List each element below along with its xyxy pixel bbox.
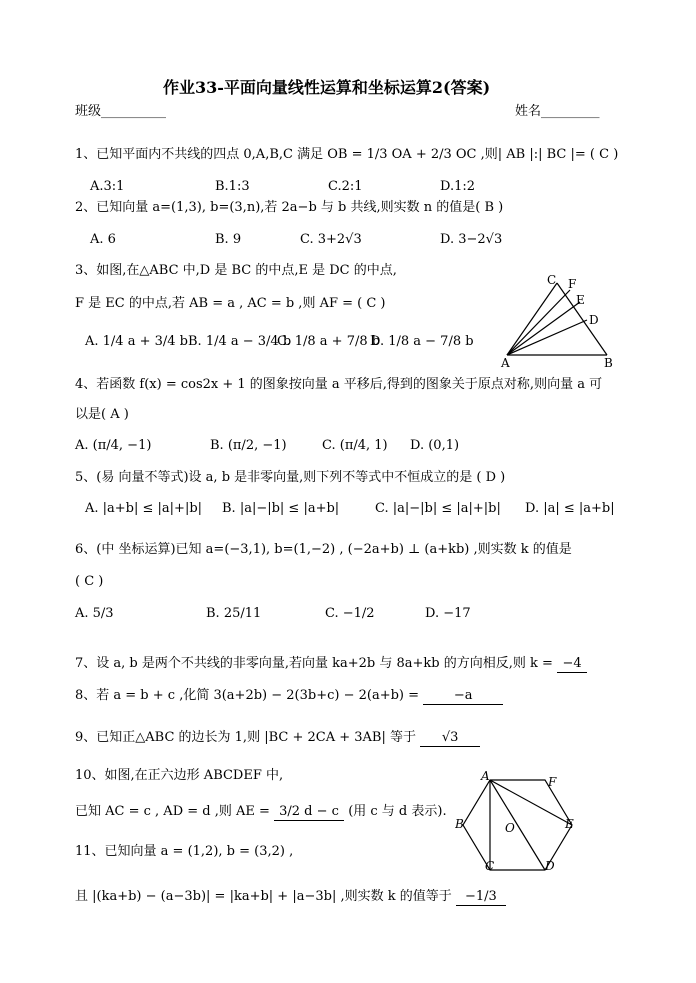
q4-option-d: D. (0,1) bbox=[410, 438, 460, 453]
label-a: A bbox=[501, 356, 510, 370]
q8-line bbox=[75, 688, 503, 705]
hex-label-d: D bbox=[545, 859, 555, 873]
class-field: 班级__________ bbox=[75, 104, 167, 119]
label-b: B bbox=[604, 356, 613, 370]
hexagon-figure bbox=[455, 770, 585, 880]
q6-stem-line1: 6、(中 坐标运算)已知 a=(−3,1), b=(1,−2) , (−2a+b) ⊥ (a+kb) ,则实数 k 的值是 bbox=[75, 542, 572, 557]
q6-option-d: D. −17 bbox=[425, 606, 471, 621]
hex-label-e: E bbox=[565, 817, 574, 831]
q4-option-c: C. (π/4, 1) bbox=[322, 438, 388, 453]
q3-stem-line2: F 是 EC 的中点,若 AB = a , AC = b ,则 AF = ( C ) bbox=[75, 296, 386, 311]
q10-stem-line1: 10、如图,在正六边形 ABCDEF 中, bbox=[75, 768, 284, 783]
hex-label-f: F bbox=[548, 775, 557, 789]
q11-line2 bbox=[75, 889, 506, 906]
q11-stem-line1: 11、已知向量 a = (1,2), b = (3,2) , bbox=[75, 844, 294, 859]
q5-option-d: D. |a| ≤ |a+b| bbox=[525, 501, 615, 516]
q5-option-c: C. |a|−|b| ≤ |a|+|b| bbox=[375, 501, 501, 516]
q7-line bbox=[75, 656, 587, 673]
q3-option-b: B. 1/4 a − 3/4 b bbox=[188, 334, 292, 349]
q1-option-c: C.2:1 bbox=[328, 179, 363, 194]
q7-answer: −4 bbox=[557, 656, 587, 673]
q8-answer: −a bbox=[423, 688, 503, 705]
q1-option-d: D.1:2 bbox=[440, 179, 476, 194]
q1-option-a: A.3:1 bbox=[90, 179, 125, 194]
hex-label-b: B bbox=[455, 817, 464, 831]
q2-stem: 2、已知向量 a=(1,3), b=(3,n),若 2a−b 与 b 共线,则实数 n 的值是( B ) bbox=[75, 200, 504, 215]
q2-option-b: B. 9 bbox=[215, 232, 242, 247]
q2-option-d: D. 3−2√3 bbox=[440, 232, 503, 247]
q2-option-a: A. 6 bbox=[90, 232, 116, 247]
q9-answer: √3 bbox=[420, 730, 480, 747]
q3-option-c: C. 1/8 a + 7/8 b bbox=[277, 334, 381, 349]
q4-option-a: A. (π/4, −1) bbox=[75, 438, 152, 453]
q6-option-b: B. 25/11 bbox=[206, 606, 262, 621]
q3-stem-line1: 3、如图,在△ABC 中,D 是 BC 的中点,E 是 DC 的中点, bbox=[75, 263, 397, 278]
q5-option-b: B. |a|−|b| ≤ |a+b| bbox=[222, 501, 340, 516]
q10-stem-part1: 已知 AC = c , AD = d ,则 AE = bbox=[75, 804, 270, 819]
hex-label-a: A bbox=[481, 770, 490, 783]
q4-option-b: B. (π/2, −1) bbox=[210, 438, 287, 453]
name-field: 姓名_________ bbox=[515, 104, 600, 119]
q10-answer: 3/2 d − c bbox=[274, 804, 344, 821]
label-f: F bbox=[568, 277, 577, 291]
q3-option-a: A. 1/4 a + 3/4 b bbox=[85, 334, 188, 349]
q6-option-c: C. −1/2 bbox=[325, 606, 375, 621]
label-c: C bbox=[547, 273, 557, 287]
page-title: 作业33-平面向量线性运算和坐标运算2(答案) bbox=[163, 78, 491, 97]
hex-label-o: O bbox=[505, 821, 515, 835]
hex-label-c: C bbox=[485, 859, 495, 873]
q11-stem-part: 且 |(ka+b) − (a−3b)| = |ka+b| + |a−3b| ,则实数 k 的值等于 bbox=[75, 889, 452, 904]
q5-option-a: A. |a+b| ≤ |a|+|b| bbox=[85, 501, 203, 516]
q11-answer: −1/3 bbox=[456, 889, 506, 906]
q2-option-c: C. 3+2√3 bbox=[300, 232, 362, 247]
q9-stem: 9、已知正△ABC 的边长为 1,则 |BC + 2CA + 3AB| 等于 bbox=[75, 730, 416, 745]
q8-stem: 8、若 a = b + c ,化简 3(a+2b) − 2(3b+c) − 2(a+b) = bbox=[75, 688, 420, 703]
triangle-figure bbox=[495, 270, 625, 370]
q6-option-a: A. 5/3 bbox=[75, 606, 114, 621]
q10-stem-part2: (用 c 与 d 表示). bbox=[348, 804, 447, 819]
q6-stem-line2: ( C ) bbox=[75, 574, 104, 589]
q1-stem: 1、已知平面内不共线的四点 0,A,B,C 满足 OB = 1/3 OA + 2/3 OC ,则| AB |:| BC |= ( C ) bbox=[75, 147, 619, 162]
q5-stem: 5、(易 向量不等式)设 a, b 是非零向量,则下列不等式中不恒成立的是 ( D ) bbox=[75, 470, 506, 485]
label-e: E bbox=[576, 293, 585, 307]
q10-line2 bbox=[75, 804, 447, 821]
q4-stem-line1: 4、若函数 f(x) = cos2x + 1 的图象按向量 a 平移后,得到的图象关于原点对称,则向量 a 可 bbox=[75, 377, 603, 392]
label-d: D bbox=[589, 313, 599, 327]
q3-option-d: D. 1/8 a − 7/8 b bbox=[370, 334, 474, 349]
q9-line bbox=[75, 730, 480, 747]
q7-stem: 7、设 a, b 是两个不共线的非零向量,若向量 ka+2b 与 8a+kb 的方向相反,则 k = bbox=[75, 656, 553, 671]
q4-stem-line2: 以是( A ) bbox=[75, 407, 129, 422]
q1-option-b: B.1:3 bbox=[215, 179, 250, 194]
